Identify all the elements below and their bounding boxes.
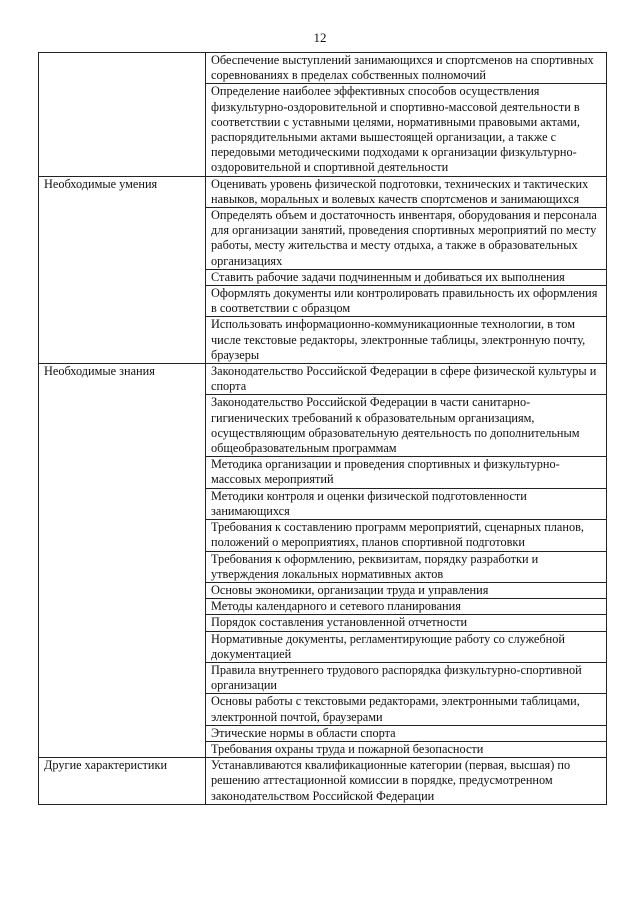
table-cell: Основы экономики, организации труда и управления [206, 582, 607, 598]
table-row [39, 758, 607, 805]
table-cell: Методы календарного и сетевого планирования [206, 599, 607, 615]
table-cell: Требования к составлению программ мероприятий, сценарных планов, положений о мероприятиях, планов спортивной подготовки [206, 520, 607, 551]
table-row [39, 53, 607, 84]
section-label: Необходимые знания [39, 364, 206, 758]
table-cell: Требования к оформлению, реквизитам, порядку разработки и утверждения локальных нормативных актов [206, 551, 607, 582]
table-cell: Оформлять документы или контролировать правильность их оформления в соответствии с образцом [206, 286, 607, 317]
table-cell: Оценивать уровень физической подготовки, технических и тактических навыков, моральных и волевых качеств спортсменов и занимающихся [206, 176, 607, 207]
section-label [39, 53, 206, 177]
table-cell: Порядок составления установленной отчетности [206, 615, 607, 631]
table-cell: Методика организации и проведения спортивных и физкультурно-массовых мероприятий [206, 457, 607, 488]
table-cell: Обеспечение выступлений занимающихся и спортсменов на спортивных соревнованиях в пределах собственных полномочий [206, 53, 607, 84]
table-cell: Правила внутреннего трудового распорядка физкультурно-спортивной организации [206, 662, 607, 693]
table-cell: Использовать информационно-коммуникационные технологии, в том числе текстовые редакторы, электронные таблицы, электронную почту, браузеры [206, 317, 607, 364]
table-cell: Определение наиболее эффективных способов осуществления физкультурно-оздоровительной и спортивно-массовой деятельности в соответствии с уставными целями, нормативными правовыми актами, распорядительными актами вышестоящей организации, а также с передовыми методическими подходами к организации физкультурно-оздоровительной и спортивной деятельности [206, 84, 607, 176]
table-row [39, 364, 607, 395]
requirements-table [38, 52, 607, 805]
table-cell: Законодательство Российской Федерации в части санитарно-гигиенических требований к образовательным организациям, осуществляющим образовательную деятельность по дополнительным общеобразовательным программам [206, 395, 607, 457]
table-row [39, 176, 607, 207]
table-cell: Этические нормы в области спорта [206, 725, 607, 741]
section-label: Другие характеристики [39, 758, 206, 805]
table-cell: Определять объем и достаточность инвентаря, оборудования и персонала для организации занятий, проведения спортивных мероприятий по месту работы, месту жительства и месту отдыха, а также в образовательных организациях [206, 208, 607, 270]
table-cell: Методики контроля и оценки физической подготовленности занимающихся [206, 488, 607, 519]
table-cell: Законодательство Российской Федерации в сфере физической культуры и спорта [206, 364, 607, 395]
table-cell: Нормативные документы, регламентирующие работу со служебной документацией [206, 631, 607, 662]
section-label: Необходимые умения [39, 176, 206, 363]
table-cell: Основы работы с текстовыми редакторами, электронными таблицами, электронной почтой, браузерами [206, 694, 607, 725]
table-cell: Ставить рабочие задачи подчиненным и добиваться их выполнения [206, 269, 607, 285]
page-number: 12 [313, 30, 327, 45]
table-cell: Устанавливаются квалификационные категории (первая, высшая) по решению аттестационной комиссии в порядке, предусмотренном законодательством Российской Федерации [206, 758, 607, 805]
table-cell: Требования охраны труда и пожарной безопасности [206, 741, 607, 757]
